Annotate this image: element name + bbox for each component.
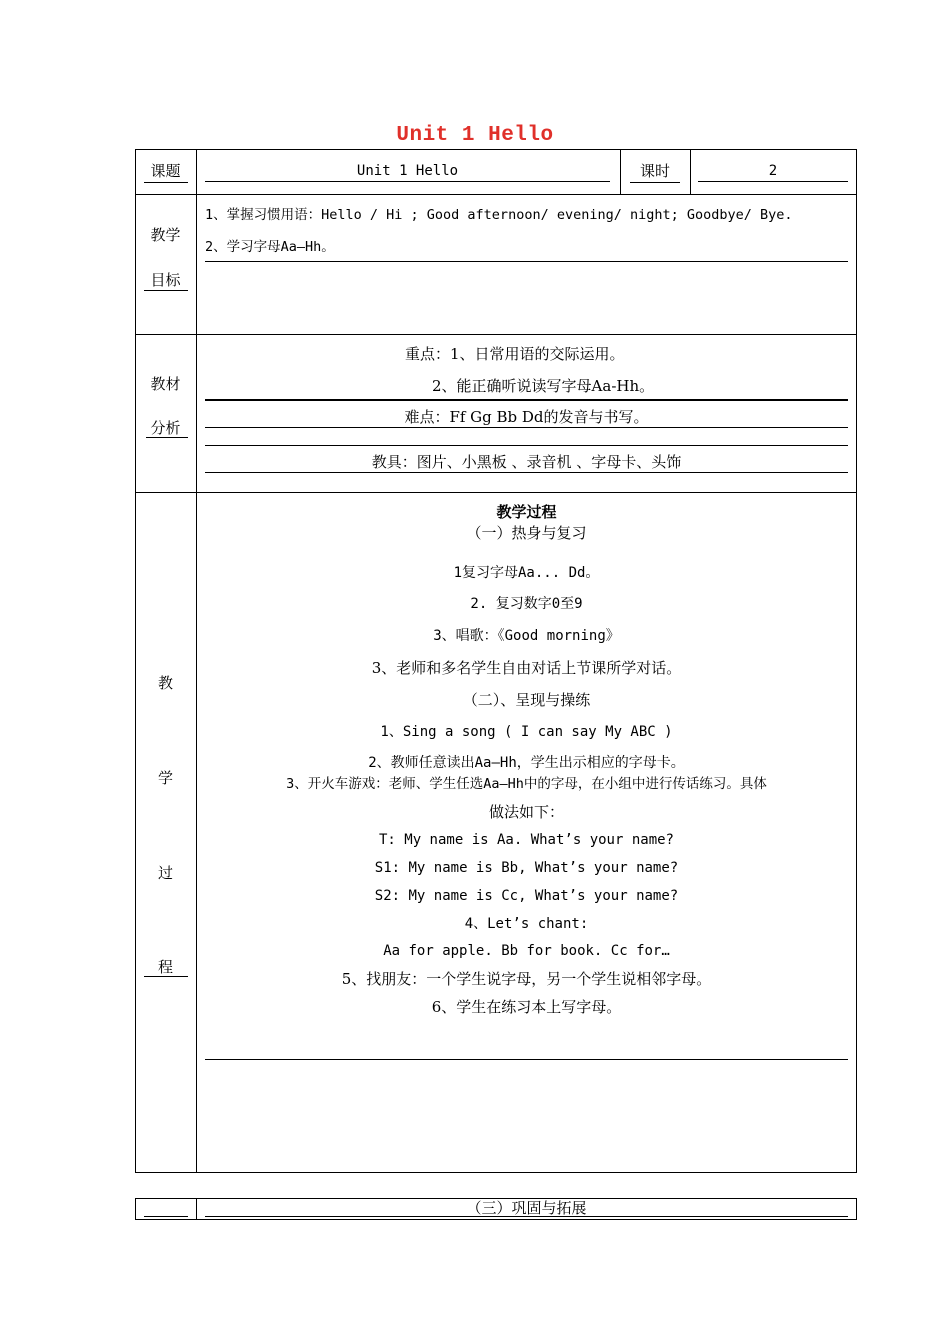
process-line-5: 3、老师和多名学生自由对话上节课所学对话。 [371, 659, 682, 677]
label-process-underline [144, 976, 188, 977]
label-analysis-underline [146, 437, 188, 438]
process-line-17: 6、学生在练习本上写字母。 [431, 998, 622, 1016]
continuation-divider [196, 1198, 197, 1220]
period-value: 2 [768, 163, 778, 179]
label-topic: 课题 [150, 162, 181, 180]
label-period: 课时 [639, 162, 670, 180]
header-divider-2 [690, 149, 691, 194]
difficulty-point: 难点：Ff Gg Bb Dd的发音与书写。 [404, 408, 649, 426]
document-title: Unit 1 Hello [396, 124, 554, 147]
label-goals-1: 教学 [150, 226, 181, 244]
teaching-tools: 教具：图片、小黑板 、录音机 、字母卡、头饰 [371, 453, 682, 471]
label-period-underline [630, 182, 680, 183]
process-line-3: 2. 复习数字0至9 [470, 596, 583, 612]
label-goals-underline [144, 290, 188, 291]
process-heading: 教学过程 [496, 503, 557, 521]
process-line-6: （二）、呈现与操练 [462, 691, 591, 709]
goal-line-1: 1、掌握习惯用语：Hello / Hi ; Good afternoon/ evening/ night; Goodbye/ Bye. [205, 207, 793, 223]
key-point-1: 重点：1、日常用语的交际运用。 [405, 345, 625, 363]
process-line-14: 4、Let’s chant: [464, 916, 589, 932]
left-column-divider [196, 149, 197, 1173]
row-divider-header [135, 194, 857, 195]
label-process-3: 过 [157, 864, 173, 882]
process-line-13: S2: My name is Cc, What’s your name? [374, 888, 679, 904]
topic-value: Unit 1 Hello [356, 163, 459, 179]
difficulty-underline [205, 427, 848, 428]
process-line-16: 5、找朋友：一个学生说字母，另一个学生说相邻字母。 [341, 970, 712, 988]
process-line-9: 3、开火车游戏：老师、学生任选Aa—Hh中的字母，在小组中进行传话练习。具体 [286, 776, 767, 792]
next-section-underline [205, 1216, 848, 1217]
key-point-2: 2、能正确听说读写字母Aa-Hh。 [432, 377, 655, 395]
process-line-2: 1复习字母Aa... Dd。 [453, 565, 600, 581]
process-line-7: 1、Sing a song ( I can say My ABC ) [380, 724, 673, 740]
process-line-12: S1: My name is Bb, What’s your name? [374, 860, 679, 876]
process-line-8: 2、教师任意读出Aa—Hh，学生出示相应的字母卡。 [368, 755, 685, 771]
tools-underline [205, 472, 848, 473]
process-underline [205, 1059, 848, 1060]
label-process-4: 程 [157, 958, 173, 976]
label-process-1: 教 [157, 674, 173, 692]
row-divider-goals [135, 334, 857, 335]
row-divider-analysis [135, 492, 857, 493]
process-line-1: （一）热身与复习 [466, 524, 587, 542]
continuation-label-underline [144, 1216, 188, 1217]
process-line-11: T: My name is Aa. What’s your name? [378, 832, 674, 848]
goals-underline [205, 261, 848, 262]
label-process-2: 学 [157, 769, 173, 787]
process-line-15: Aa for apple. Bb for book. Cc for… [383, 943, 670, 959]
period-underline [698, 181, 848, 182]
key-points-underline [205, 399, 848, 401]
tools-divider [205, 445, 848, 446]
label-goals-2: 目标 [150, 271, 181, 289]
process-line-4: 3、唱歌：《Good morning》 [433, 628, 620, 644]
process-line-10: 做法如下： [488, 803, 564, 821]
label-analysis-1: 教材 [150, 375, 181, 393]
label-topic-underline [144, 182, 188, 183]
topic-underline [205, 181, 610, 182]
next-section-heading: （三）巩固与拓展 [466, 1199, 587, 1217]
label-analysis-2: 分析 [150, 419, 181, 437]
goal-line-2: 2、学习字母Aa—Hh。 [205, 239, 335, 255]
